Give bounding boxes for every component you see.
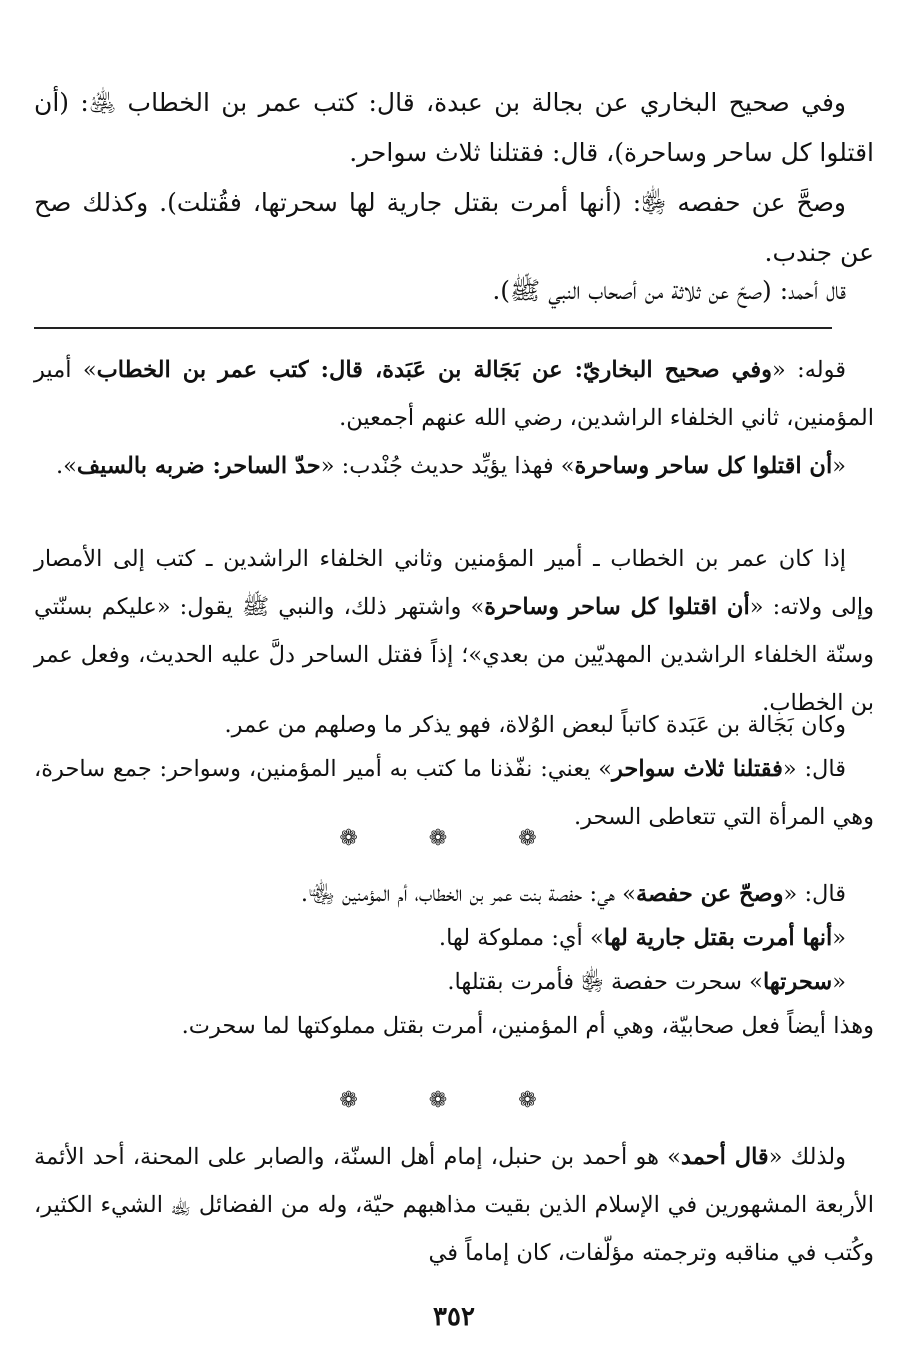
matn-paragraph-3: قال أحمد: (صحّ عن ثلاثة من أصحاب النبي ﷺ). — [492, 276, 846, 305]
quoted-text: فقتلنا ثلاث سواحر — [612, 756, 783, 782]
quoted-text: قال أحمد — [680, 1144, 769, 1170]
quoted-text: سحرتها — [762, 969, 833, 995]
sharh-paragraph-3: إذا كان عمر بن الخطاب ـ أمير المؤمنين وثاني الخلفاء الراشدين ـ كتب إلى الأمصار وإلى ولاته: «أن اقتلوا كل ساحر وساحرة» واشتهر ذلك، والنبي ﷺ يقول: «عليكم بسنّتي وسنّة الخلفاء الراشدين المهديّين من بعدي»؛ إذاً فقتل الساحر دلَّ عليه الحديث، وفعل عمر بن الخطاب. — [34, 546, 875, 716]
sharh-paragraph-7: «أنها أمرت بقتل جارية لها» أي: مملوكة لها. — [438, 925, 846, 951]
sharh-paragraph-10: ولذلك «قال أحمد» هو أحمد بن حنبل، إمام أهل السنّة، والصابر على المحنة، أحد الأئمة الأربعة المشهورين في الإسلام الذين بقيت مذاهبهم حيّة، وله من الفضائل ﵀ الشيء الكثير، وكُتب في مناقبه وترجمته مؤلّفات، كان إماماً في — [34, 1144, 874, 1266]
sharh-paragraph-9: وهذا أيضاً فعل صحابيّة، وهي أم المؤمنين، أمرت بقتل مملوكتها لما سحرت. — [181, 1013, 874, 1039]
section-divider — [34, 327, 832, 329]
quoted-text: أن اقتلوا كل ساحر وساحرة — [484, 594, 750, 620]
quoted-text: أن اقتلوا كل ساحر وساحرة — [574, 453, 833, 479]
sharh-paragraph-1: قوله: «وفي صحيح البخاريّ: عن بَجَالة بن عَبَدة، قال: كتب عمر بن الخطاب» أمير المؤمنين، ثاني الخلفاء الراشدين، رضي الله عنهم أجمعين. — [34, 357, 874, 431]
sharh-paragraph-4: وكان بَجَالة بن عَبَدة كاتباً لبعض الوُلاة، فهو يذكر ما وصلهم من عمر. — [224, 712, 846, 738]
section-separator-ornament: ❁ ❁ ❁ — [339, 1088, 569, 1113]
quoted-text: حدّ الساحر: ضربه بالسيف — [76, 453, 321, 479]
quoted-text: وفي صحيح البخاريّ: عن بَجَالة بن عَبَدة، قال: كتب عمر بن الخطاب — [96, 357, 773, 383]
sharh-paragraph-6: قال: «وصحّ عن حفصة» هي: حفصة بنت عمر بن الخطاب، أم المؤمنين ﵄. — [300, 881, 846, 907]
quoted-text: أنها أمرت بقتل جارية لها — [603, 925, 833, 951]
matn-paragraph-2: وصحَّ عن حفصه ﵂: (أنها أمرت بقتل جارية لها سحرتها، فقُتلت). وكذلك صح عن جندب. — [34, 188, 874, 267]
section-separator-ornament: ❁ ❁ ❁ — [339, 826, 569, 851]
page-number: ٣٥٢ — [433, 1302, 475, 1332]
sharh-paragraph-8: «سحرتها» سحرت حفصة ﵂ فأمرت بقتلها. — [447, 969, 846, 995]
sharh-paragraph-5: قال: «فقتلنا ثلاث سواحر» يعني: نفّذنا ما كتب به أمير المؤمنين، وسواحر: جمع ساحرة، وهي المرأة التي تتعاطى السحر. — [34, 756, 874, 830]
sharh-paragraph-2: «أن اقتلوا كل ساحر وساحرة» فهذا يؤيِّد حديث جُنْدب: «حدّ الساحر: ضربه بالسيف». — [55, 453, 846, 479]
matn-paragraph-1: وفي صحيح البخاري عن بجالة بن عبدة، قال: كتب عمر بن الخطاب ﵁: (أن اقتلوا كل ساحر وساحرة)، قال: فقتلنا ثلاث سواحر. — [34, 88, 874, 167]
quoted-text: وصحّ عن حفصة — [635, 881, 784, 907]
